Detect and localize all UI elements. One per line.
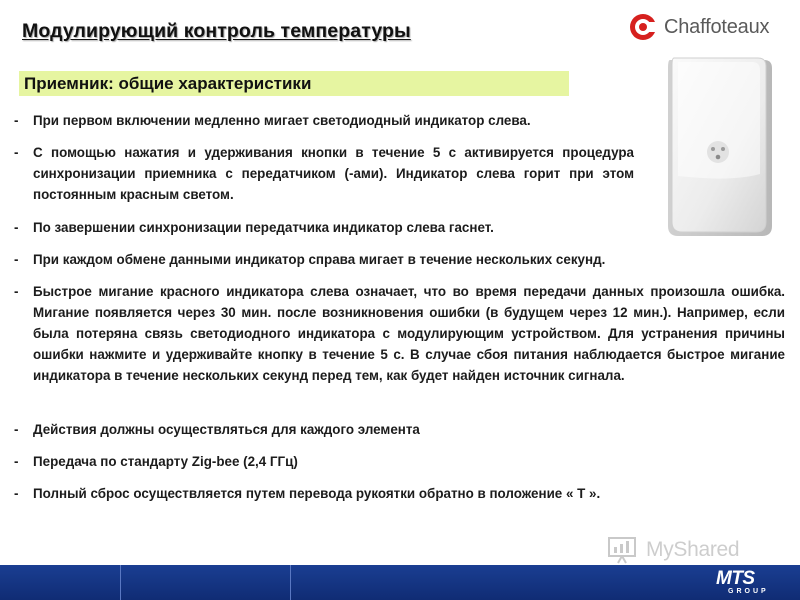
bullet-text: Полный сброс осуществляется путем перевода рукоятки обратно в положение « T ». (33, 486, 601, 501)
bullet-marker: - (14, 145, 19, 160)
bullet-marker: - (14, 486, 19, 501)
footer-divider (120, 565, 121, 600)
bullet-marker: - (14, 422, 19, 437)
watermark-text: MyShared (646, 538, 740, 561)
list-item (14, 281, 785, 386)
list-item (14, 217, 634, 238)
bullet-text: Быстрое мигание красного индикатора слева означает, что во время передачи данных произошла ошибка. Мигание появляется через 30 мин. после возникновения ошибки (в будущем через 12 мин.). Например, если была потеряна связь светодиодного индикатора с модулирующим устройством. Для устранения причины ошибки нажмите и удерживайте кнопку в течение 5 с. В случае сбоя питания наблюдается быстрое мигание индикатора в течение нескольких секунд перед тем, как будет найден источник сигнала. (33, 284, 785, 383)
list-item (14, 451, 634, 472)
list-item (14, 483, 714, 504)
watermark (606, 534, 770, 568)
footer-logo-sub: GROUP (728, 588, 769, 595)
bullet-marker: - (14, 252, 19, 267)
bullet-text: Действия должны осуществляться для каждого элемента (33, 422, 420, 437)
bullet-text: При каждом обмене данными индикатор справа мигает в течение нескольких секунд. (33, 252, 606, 267)
presentation-icon (606, 534, 640, 564)
footer-logo (712, 568, 782, 598)
list-item (14, 142, 634, 205)
bullet-text: С помощью нажатия и удерживания кнопки в течение 5 с активируется процедура синхронизации приемника с передатчиком (-ами). Индикатор слева горит при этом постоянным красным светом. (33, 145, 634, 202)
slide-title: Модулирующий контроль температуры (22, 20, 411, 42)
bullet-text: При первом включении медленно мигает светодиодный индикатор слева. (33, 113, 531, 128)
brand-logo (628, 12, 783, 46)
bullet-text: По завершении синхронизации передатчика индикатор слева гаснет. (33, 220, 494, 235)
bullet-marker: - (14, 284, 19, 299)
bullet-marker: - (14, 220, 19, 235)
section-heading: Приемник: общие характеристики (19, 71, 569, 96)
list-item (14, 110, 634, 131)
list-item (14, 419, 634, 440)
list-item (14, 249, 664, 270)
brand-name: Chaffoteaux (664, 16, 770, 38)
bullet-text: Передача по стандарту Zig-bee (2,4 ГГц) (33, 454, 298, 469)
receiver-device-image (652, 54, 780, 244)
footer-logo-main: MTS (716, 568, 755, 589)
chaffoteaux-logo-icon (628, 12, 658, 42)
bullet-marker: - (14, 454, 19, 469)
bullet-marker: - (14, 113, 19, 128)
footer-band (0, 565, 800, 600)
footer-divider (290, 565, 291, 600)
